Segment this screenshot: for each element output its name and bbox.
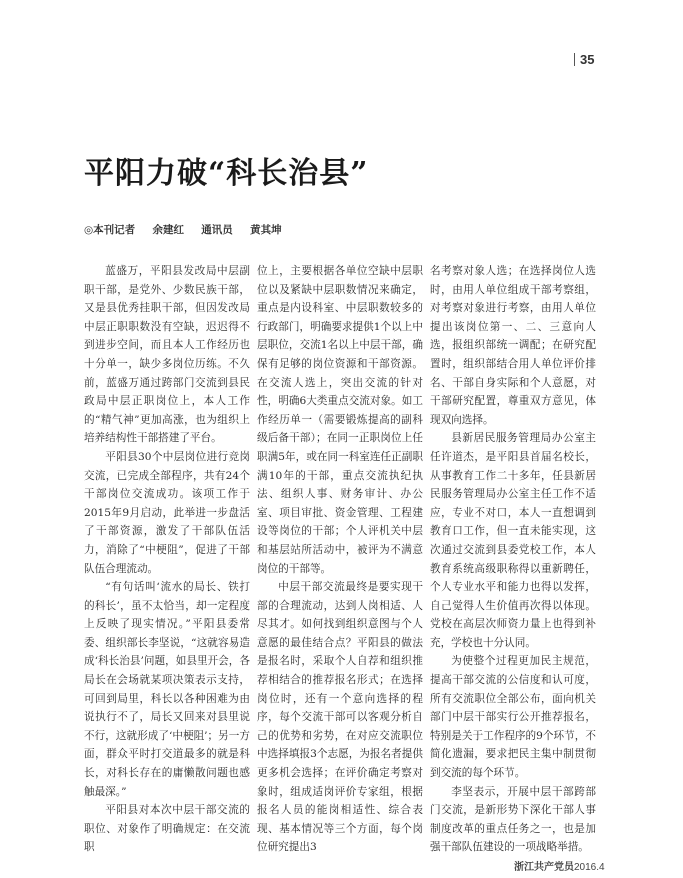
article-paragraph: 平阳县对本次中层干部交流的职位、对象作了明确规定：在交流职 xyxy=(84,804,250,854)
byline-correspondent: 黄其坤 xyxy=(250,224,282,236)
article-column-3 xyxy=(430,262,596,857)
article-column-1 xyxy=(84,262,250,857)
article-paragraph: 名考察对象人选；在选择岗位人选时，由用人单位组成干部考察组，对考察对象进行考察，由用人单位提出该岗位第一、二、三意向人选，报组织部统一调配；在研究配置时，组织部结合用人单位评价排名、干部自身实际和个人意愿，对干部研究配置，尊重双方意见，体现双向选择。 xyxy=(430,265,596,426)
article-column-2 xyxy=(257,262,423,857)
article-paragraph: 位上，主要根据各单位空缺中层职位以及紧缺中层职数情况来确定，重点是内设科室、中层职数较多的行政部门，明确要求提供1个以上中层职位，交流1名以上中层干部，确保有足够的岗位资源和干部资源。在交流人选上，突出交流的针对性，明确6大类重点交流对象。如工作经历单一（需要锻炼提高的副科级后备干部）；在同一正职岗位上任职满5年，或在同一科室连任正副职满10年的干部，重点交流执纪执法、组织人事、财务审计、办公室、项目审批、资金管理、工程建设等岗位的干部；个人评机关中层和基层站所活动中，被评为不满意岗位的干部等。 xyxy=(257,265,423,575)
article-paragraph: 县新居民服务管理局办公室主任许道杰，是平阳县首届名校长，从事教育工作二十多年，任县新居民服务管理局办公室主任工作不适应，专业不对口，本人一直想调到教育口工作，但一直未能实现，这次通过交流到县委党校工作，本人教育系统高级职称得以重新聘任，个人专业水平和能力也得以发挥，自己觉得人生价值再次得以体现。党校在高层次师资力量上也得到补充，学校也十分认同。 xyxy=(430,432,596,649)
article-title: 平阳力破“科长治县” xyxy=(84,156,369,191)
article-paragraph: 中层干部交流最终是要实现干部的合理流动，达到人岗相适、人尽其才。如何找到组织意图与个人意愿的最佳结合点？平阳县的做法是报名时，采取个人自荐和组织推荐相结合的推荐报名形式；在选择岗位时，还有一个意向选择的程序，每个交流干部可以客观分析自己的优势和劣势，在对应交流职位中选择填报3个志愿，为报名者提供更多机会选择；在评价确定考察对象时，组成适岗评价专家组，根据报名人员的能岗相适性、综合表现、基本情况等三个方面，每个岗位研究提出3 xyxy=(257,581,423,854)
article-paragraph: 李坚表示，开展中层干部跨部门交流，是新形势下深化干部人事制度改革的重点任务之一，也是加强干部队伍建设的一项战略举措。 xyxy=(430,785,596,854)
byline-lead: ◎本刊记者 xyxy=(84,224,136,236)
article-paragraph: 平阳县30个中层岗位进行竞岗交流，已完成全部程序，共有24个干部岗位交流成功。该项工作于2015年9月启动，此举进一步盘活了干部资源，激发了干部队伍活力，消除了“中梗阻”，促进了干部队伍合理流动。 xyxy=(84,450,250,575)
article-paragraph: 蓝盛万，平阳县发改局中层副职干部，是党外、少数民族干部，又是县优秀挂职干部，但因发改局中层正职职数没有空缺，迟迟得不到进步空间，而且本人工作经历也十分单一，缺少多岗位历练。不久前，蓝盛万通过跨部门交流到县民政局中层正职岗位上，本人工作的“精气神”更加高涨，也为组织上培养结构性干部搭建了平台。 xyxy=(84,265,250,445)
article-paragraph: “有句话叫‘流水的局长、铁打的科长’，虽不太恰当，却一定程度上反映了现实情况。”平阳县委常委、组织部长李坚说，“这就容易造成‘科长治县’问题，如县里开会，各局长在会场就某项决策表示支持，可回到局里，科长以各种困难为由说执行不了，局长又回来对县里说不行，这就形成了‘中梗阻’；另一方面，群众平时打交道最多的就是科长，对科长存在的庸懒散问题也感触最深。” xyxy=(84,581,250,798)
magazine-brand: 浙江共产党员 xyxy=(514,862,574,873)
page-footer xyxy=(514,858,605,873)
issue-number: 2016.4 xyxy=(574,862,605,873)
article-paragraph: 为使整个过程更加民主规范，提高干部交流的公信度和认可度，所有交流职位全部公布，面向机关部门中层干部实行公开推荐报名，特别是关于工作程序的9个环节，不简化遗漏，要求把民主集中制贯彻到交流的每个环节。 xyxy=(430,655,596,780)
page-number: 35 xyxy=(574,52,594,67)
byline-reporter: 余建红 xyxy=(152,224,184,236)
page-number-divider xyxy=(574,53,575,66)
byline xyxy=(84,222,282,237)
byline-role: 通讯员 xyxy=(201,224,233,236)
